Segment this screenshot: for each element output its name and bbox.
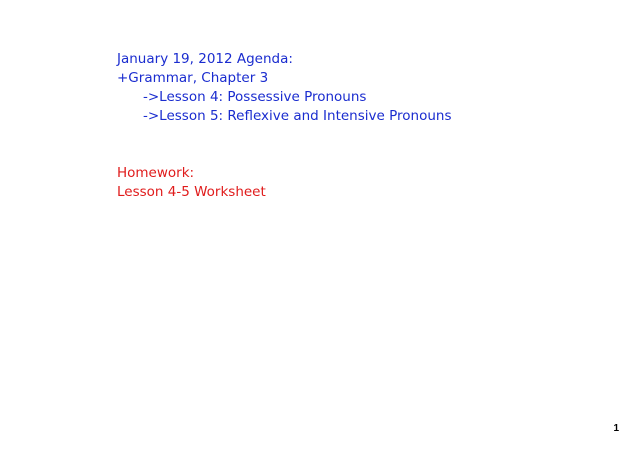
agenda-topic: +Grammar, Chapter 3 bbox=[117, 70, 269, 86]
homework-assignment: Lesson 4-5 Worksheet bbox=[117, 184, 266, 200]
agenda-heading: January 19, 2012 Agenda: bbox=[117, 51, 293, 67]
page-number: 1 bbox=[613, 423, 619, 434]
agenda-item-lesson-4: ->Lesson 4: Possessive Pronouns bbox=[143, 89, 367, 105]
agenda-item-lesson-5: ->Lesson 5: Reflexive and Intensive Pronouns bbox=[143, 108, 452, 124]
homework-heading: Homework: bbox=[117, 165, 195, 181]
